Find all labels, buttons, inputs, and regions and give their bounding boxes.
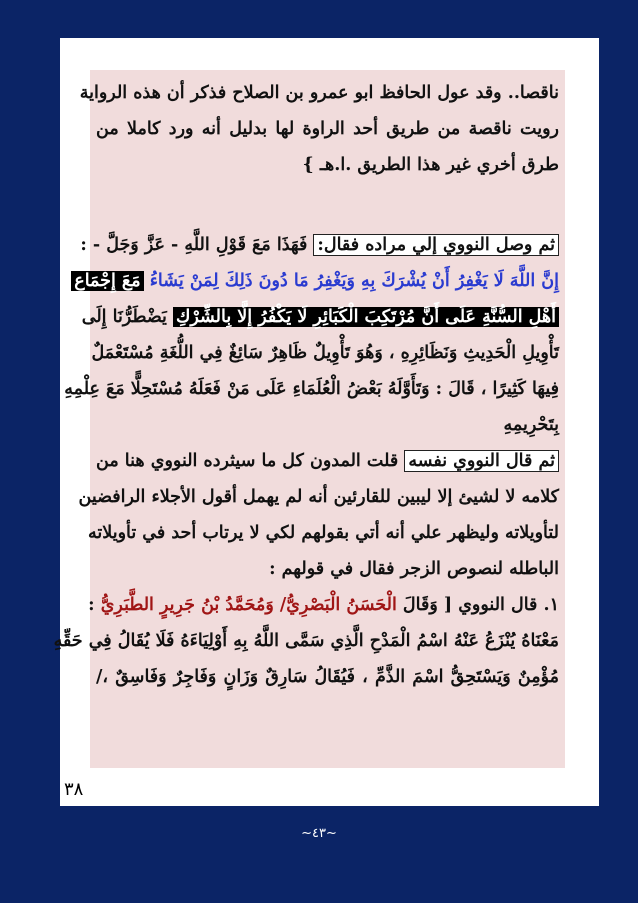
- quote-intro: ١. قال النووي [ وَقَالَ: [396, 595, 559, 615]
- commentary-text: قلت المدون كل ما سيثرده النووي هنا من: [96, 451, 405, 471]
- text-line: طرق أخري غير هذا الطريق .ا.هـ }: [302, 155, 559, 175]
- text-line: الباطله لنصوص الزجر فقال في قولهم :: [269, 559, 559, 579]
- scholar-names: الْحَسَنُ الْبَصْرِيُّ/ وَمُحَمَّدُ بْنُ جَرِيرٍ الطَّبَرِيُّ: [100, 595, 397, 615]
- page-number: ٣٨: [64, 779, 84, 800]
- quran-verse: إِنَّ اللَّهَ لَا يَغْفِرُ أَنْ يُشْرَكَ بِهِ وَيَغْفِرُ مَا دُونَ ذَلِكَ لِمَنْ يَشَاءُ: [149, 271, 559, 291]
- quote-text: فَهَذَا مَعَ قَوْلِ اللَّهِ - عَزَّ وَجَلَّ - :: [80, 235, 314, 255]
- text-line: [88, 590, 559, 620]
- boxed-heading: ثم وصل النووي إلي مراده فقال:: [313, 234, 559, 256]
- text-line: مَعْنَاهُ يُنْزَعُ عَنْهُ اسْمُ الْمَدْحِ الَّذِي سَمَّى اللَّهُ بِهِ أَوْلِيَاءَهُ فَلَا يُقَالُ فِي حَقِّهِ: [53, 631, 559, 651]
- scanned-text-block: [53, 70, 565, 768]
- text-line: ناقصا.. وقد عول الحافظ ابو عمرو بن الصلاح فذكر أن هذه الرواية: [79, 83, 559, 103]
- boxed-heading: ثم قال النووي نفسه: [404, 450, 559, 472]
- text-line: مُؤْمِنٌ وَيَسْتَحِقُّ اسْمَ الذَّمِّ ، فَيُقَالُ سَارِقٌ وَزَانٍ وَفَاجِرٌ وَفَاسِقٌ ،/: [96, 667, 559, 687]
- text-line: [80, 230, 559, 260]
- text-line: كلامه لا لشيئ إلا ليبين للقارئين أنه لم يهمل أقول الأجلاء الرافضين: [78, 487, 559, 507]
- highlighted-text: مَعَ إِجْمَاعِ: [71, 271, 143, 291]
- text-line: فِيهَا كَثِيرًا ، قَالَ : وَتَأَوَّلَهُ بَعْضُ الْعُلَمَاءِ عَلَى مَنْ فَعَلَهُ مُسْتَحِلًّا مَعَ عِلْمِهِ: [64, 379, 559, 399]
- text-line: رويت ناقصة من طريق أحد الراوة لها بدليل أنه ورد كاملا من: [96, 119, 559, 139]
- text-line: [81, 302, 559, 332]
- text-line: [74, 266, 559, 296]
- text-line: تَأْوِيلِ الْحَدِيثِ وَنَظَائِرِهِ ، وَهُوَ تَأْوِيلٌ ظَاهِرٌ سَائِغٌ فِي اللُّغَةِ مُسْتَعْمَلٌ: [91, 343, 559, 363]
- text-line: بِتَحْرِيمِهِ: [503, 415, 559, 435]
- highlighted-text: أَهْلِ السُّنَّةِ عَلَى أَنَّ مُرْتَكِبَ الْكَبَائِرِ لَا يَكْفُرُ إِلَّا بِالشِّرْكِ: [173, 307, 559, 327]
- text-line: لتأويلاته وليظهر علي أنه أتي بقولهم لكي لا يرتاب أحد في تأويلاته: [88, 523, 559, 543]
- footer-page-number: ~٤٣~: [301, 826, 337, 841]
- document-page: [53, 38, 599, 806]
- text-line: [96, 446, 559, 476]
- quote-text: يَضْطَرُّنَا إِلَى: [81, 307, 173, 327]
- quote-punct: :: [88, 595, 101, 615]
